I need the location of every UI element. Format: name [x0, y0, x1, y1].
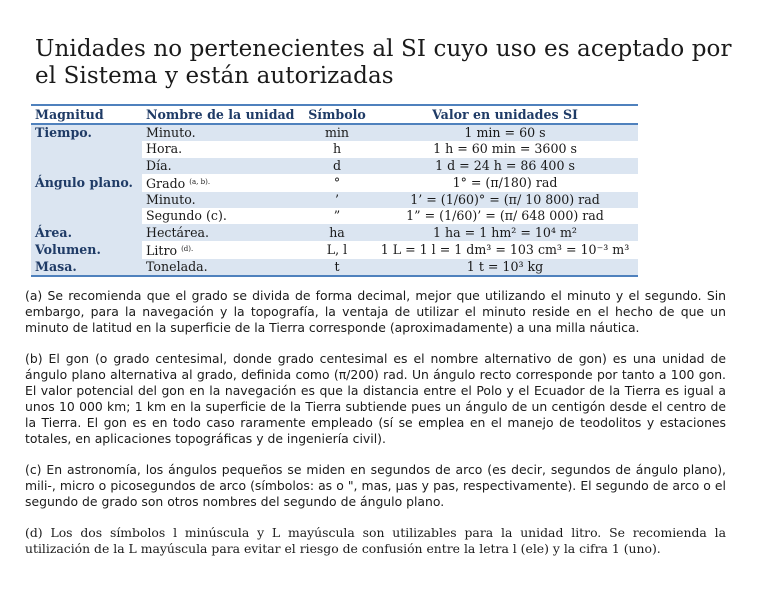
valor-cell: 1’ = (1/60)° = (π/ 10 800) rad	[372, 192, 638, 208]
table-row	[31, 224, 638, 240]
magnitud-cell	[31, 192, 142, 208]
nombre-cell	[142, 224, 302, 240]
magnitud-cell	[31, 208, 142, 224]
nombre-cell	[142, 141, 302, 157]
simbolo-cell: L, l	[302, 241, 372, 259]
nombre-cell	[142, 124, 302, 141]
nombre-text: Segundo (c).	[146, 208, 227, 224]
nombre-text: Hora.	[146, 141, 183, 157]
table-row	[31, 241, 638, 259]
page-title: Unidades no pertenecientes al SI cuyo uso es aceptado por el Sistema y están autorizadas	[35, 36, 732, 89]
simbolo-cell: h	[302, 141, 372, 157]
simbolo-cell: ha	[302, 224, 372, 240]
valor-cell: 1” = (1/60)’ = (π/ 648 000) rad	[372, 208, 638, 224]
valor-cell: 1 d = 24 h = 86 400 s	[372, 158, 638, 174]
nombre-cell	[142, 158, 302, 174]
footnotes	[25, 288, 726, 572]
magnitud-cell: Área.	[31, 224, 142, 240]
nombre-cell	[142, 192, 302, 208]
simbolo-cell: °	[302, 174, 372, 192]
nombre-text: Litro	[146, 242, 178, 258]
simbolo-cell: ’	[302, 192, 372, 208]
footnote-b: (b) El gon (o grado centesimal, donde grado centesimal es el nombre alternativo de gon) es una unidad de ángulo plano alternativa al grado, definida como (π/200) rad. Un ángulo recto corresponde por tanto a 100 gon. El valor potencial del gon en la navegación es que la distancia entre el Polo y el Ecuador de la Tierra es igual a unos 10 000 km; 1 km en la superficie de la Tierra subtiende pues un ángulo de un centigón desde el centro de la Tierra. El gon es en todo caso raramente empleado (sí se emplea en el manejo de teodolitos y estaciones totales, en aplicaciones topográficas y de ingeniería civil).	[25, 351, 726, 446]
footnote-c: (c) En astronomía, los ángulos pequeños se miden en segundos de arco (es decir, segundos de ángulo plano), mili-, micro o picosegundos de arco (símbolos: as o ", mas, μas y pas, respectivamente). El segundo de arco o el segundo de grado son otros nombres del segundo de ángulo plano.	[25, 462, 726, 509]
table-header	[31, 105, 638, 124]
nombre-cell	[142, 241, 302, 259]
magnitud-cell	[31, 158, 142, 174]
nombre-cell	[142, 208, 302, 224]
table-row	[31, 192, 638, 208]
magnitud-cell	[31, 141, 142, 157]
nombre-text: Minuto.	[146, 125, 196, 141]
magnitud-cell: Tiempo.	[31, 124, 142, 141]
units-table	[31, 104, 638, 277]
nombre-text: Minuto.	[146, 192, 196, 208]
table-row	[31, 124, 638, 141]
valor-cell: 1 L = 1 l = 1 dm³ = 103 cm³ = 10⁻³ m³	[372, 241, 638, 259]
header-row	[31, 105, 638, 124]
valor-cell: 1° = (π/180) rad	[372, 174, 638, 192]
nombre-text: Hectárea.	[146, 224, 210, 240]
footnote-ref: (a, b).	[189, 177, 211, 186]
footnote-a: (a) Se recomienda que el grado se divida de forma decimal, mejor que utilizando el minuto y el segundo. Sin embargo, para la navegación y la topografía, la ventaja de utilizar el minuto reside en el hecho de que un minuto de latitud en la superficie de la Tierra corresponde (aproximadamente) a una milla náutica.	[25, 288, 726, 335]
table-row	[31, 259, 638, 276]
simbolo-cell: ”	[302, 208, 372, 224]
table-row	[31, 208, 638, 224]
magnitud-cell: Volumen.	[31, 241, 142, 259]
simbolo-cell: t	[302, 259, 372, 276]
valor-cell: 1 ha = 1 hm² = 10⁴ m²	[372, 224, 638, 240]
valor-cell: 1 min = 60 s	[372, 124, 638, 141]
magnitud-cell: Ángulo plano.	[31, 174, 142, 192]
header-valor: Valor en unidades SI	[372, 105, 638, 124]
header-simbolo: Símbolo	[302, 105, 372, 124]
simbolo-cell: min	[302, 124, 372, 141]
valor-cell: 1 t = 10³ kg	[372, 259, 638, 276]
table-row	[31, 158, 638, 174]
nombre-text: Tonelada.	[146, 258, 208, 274]
table-body	[31, 124, 638, 276]
footnote-d: (d) Los dos símbolos l minúscula y L mayúscula son utilizables para la unidad litro. Se recomienda la utilización de la L mayúscula para evitar el riesgo de confusión entre la letra l (ele) y la cifra 1 (uno).	[25, 525, 726, 556]
nombre-text: Grado	[146, 175, 186, 191]
nombre-cell	[142, 259, 302, 276]
nombre-cell	[142, 174, 302, 192]
footnote-ref: (d).	[181, 244, 194, 253]
table-row	[31, 141, 638, 157]
nombre-text: Día.	[146, 157, 172, 173]
simbolo-cell: d	[302, 158, 372, 174]
header-magnitud: Magnitud	[31, 105, 142, 124]
magnitud-cell: Masa.	[31, 259, 142, 276]
header-nombre: Nombre de la unidad	[142, 105, 302, 124]
valor-cell: 1 h = 60 min = 3600 s	[372, 141, 638, 157]
table-row	[31, 174, 638, 192]
